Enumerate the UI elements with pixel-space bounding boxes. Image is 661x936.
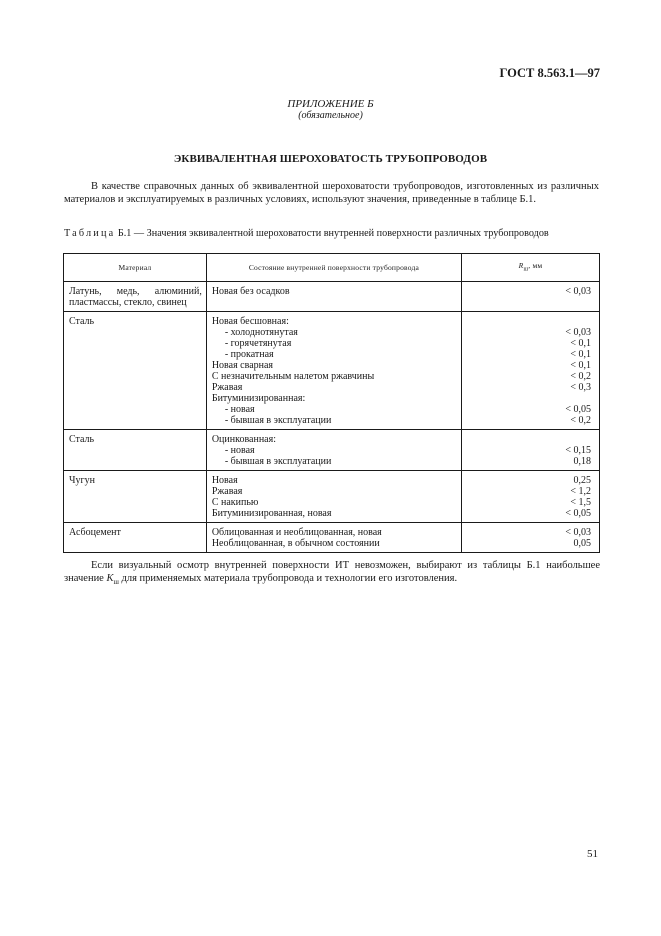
state-line: С незначительным налетом ржавчины: [211, 371, 375, 382]
header-roughness: [462, 254, 600, 282]
outro-symbol: K: [106, 573, 114, 584]
table-caption-text: Б.1 — Значения эквивалентной шероховатости внутренней поверхности различных трубопроводов: [117, 228, 549, 239]
standard-code: ГОСТ 8.563.1—97: [499, 66, 600, 80]
state-cell: [206, 282, 461, 312]
value-cell: [462, 471, 600, 523]
table-row: [64, 282, 600, 312]
value-line: < 0,1: [570, 349, 591, 360]
state-line: С накипью: [211, 497, 259, 508]
header-state: Состояние внутренней поверхности трубопровода: [206, 254, 461, 282]
state-line: - прокатная: [224, 349, 274, 360]
value-line: [468, 316, 591, 327]
state-line: - бывшая в эксплуатации: [224, 415, 332, 426]
table-row: [64, 430, 600, 471]
state-line: - новая: [224, 404, 255, 415]
state-line: - горячетянутая: [224, 338, 292, 349]
appendix-heading: [0, 98, 661, 122]
section-title: ЭКВИВАЛЕНТНАЯ ШЕРОХОВАТОСТЬ ТРУБОПРОВОДОВ: [173, 153, 488, 165]
value-line: < 0,05: [565, 404, 591, 415]
header-r-sub: ш: [523, 266, 529, 273]
table-row: [64, 523, 600, 553]
state-line: Необлицованная, в обычном состоянии: [211, 538, 380, 549]
state-line: Новая: [211, 475, 238, 486]
table-caption-label: Таблица: [64, 228, 116, 239]
header-material: Материал: [64, 254, 207, 282]
value-cell: [462, 430, 600, 471]
value-line: < 0,1: [570, 338, 591, 349]
material-cell: Чугун: [64, 471, 207, 523]
state-line: - холоднотянутая: [224, 327, 298, 338]
state-line: Оцинкованная:: [211, 434, 277, 445]
value-cell: [462, 312, 600, 430]
header-r-symbol: R: [518, 260, 524, 270]
outro-symbol-sub: ш: [113, 578, 119, 587]
page-number: 51: [587, 848, 598, 860]
outro-text-part2: для применяемых материала трубопровода и технологии его изготовления.: [121, 573, 458, 584]
state-line: - новая: [224, 445, 255, 456]
state-line: Новая сварная: [211, 360, 274, 371]
material-line: Латунь, медь, алюминий,: [69, 286, 202, 297]
value-line: < 1,2: [570, 486, 591, 497]
state-line: Ржавая: [211, 486, 243, 497]
intro-paragraph: В качестве справочных данных об эквивалентной шероховатости трубопроводов, изготовленных из различных материалов и эксплуатируемых в различных условиях, используют значения, приведенные в таблице Б.1.: [64, 181, 599, 205]
table-row: [64, 312, 600, 430]
value-line: 0,18: [573, 456, 591, 467]
appendix-title: ПРИЛОЖЕНИЕ Б: [287, 98, 374, 110]
state-line: Битуминизированная, новая: [211, 508, 332, 519]
value-line: < 0,1: [570, 360, 591, 371]
state-line: Новая без осадков: [211, 286, 290, 297]
material-cell: Асбоцемент: [64, 523, 207, 553]
value-line: < 0,03: [565, 327, 591, 338]
state-line: Ржавая: [211, 382, 243, 393]
value-line: < 0,03: [565, 286, 591, 297]
table-caption: [64, 228, 604, 239]
state-cell: [206, 430, 461, 471]
roughness-table: [63, 253, 600, 553]
outro-text-part1: Если визуальный осмотр внутренней поверхности ИТ невозможен, выбирают из таблицы Б.1 наибольшее значение: [64, 560, 600, 584]
appendix-status: (обязательное): [298, 110, 363, 121]
table-header-row: [64, 254, 600, 282]
value-line: < 0,05: [565, 508, 591, 519]
state-cell: [206, 471, 461, 523]
state-line: Новая бесшовная:: [211, 316, 289, 327]
value-line: [468, 393, 591, 404]
value-line: 0,05: [573, 538, 591, 549]
outro-paragraph: [64, 559, 600, 589]
material-cell: [64, 282, 207, 312]
value-line: < 0,15: [565, 445, 591, 456]
state-cell: [206, 312, 461, 430]
state-line: Облицованная и необлицованная, новая: [211, 527, 382, 538]
value-cell: [462, 282, 600, 312]
value-line: < 0,03: [565, 527, 591, 538]
value-line: 0,25: [573, 475, 591, 486]
state-line: Битуминизированная:: [211, 393, 306, 404]
value-line: < 1,5: [570, 497, 591, 508]
value-line: < 0,2: [570, 415, 591, 426]
state-cell: [206, 523, 461, 553]
material-line: пластмассы, стекло, свинец: [69, 297, 187, 308]
value-cell: [462, 523, 600, 553]
table-row: [64, 471, 600, 523]
material-cell: Сталь: [64, 430, 207, 471]
value-line: [468, 434, 591, 445]
material-cell: Сталь: [64, 312, 207, 430]
state-line: - бывшая в эксплуатации: [224, 456, 332, 467]
header-r-unit: , мм: [528, 260, 543, 270]
value-line: < 0,3: [570, 382, 591, 393]
value-line: < 0,2: [570, 371, 591, 382]
